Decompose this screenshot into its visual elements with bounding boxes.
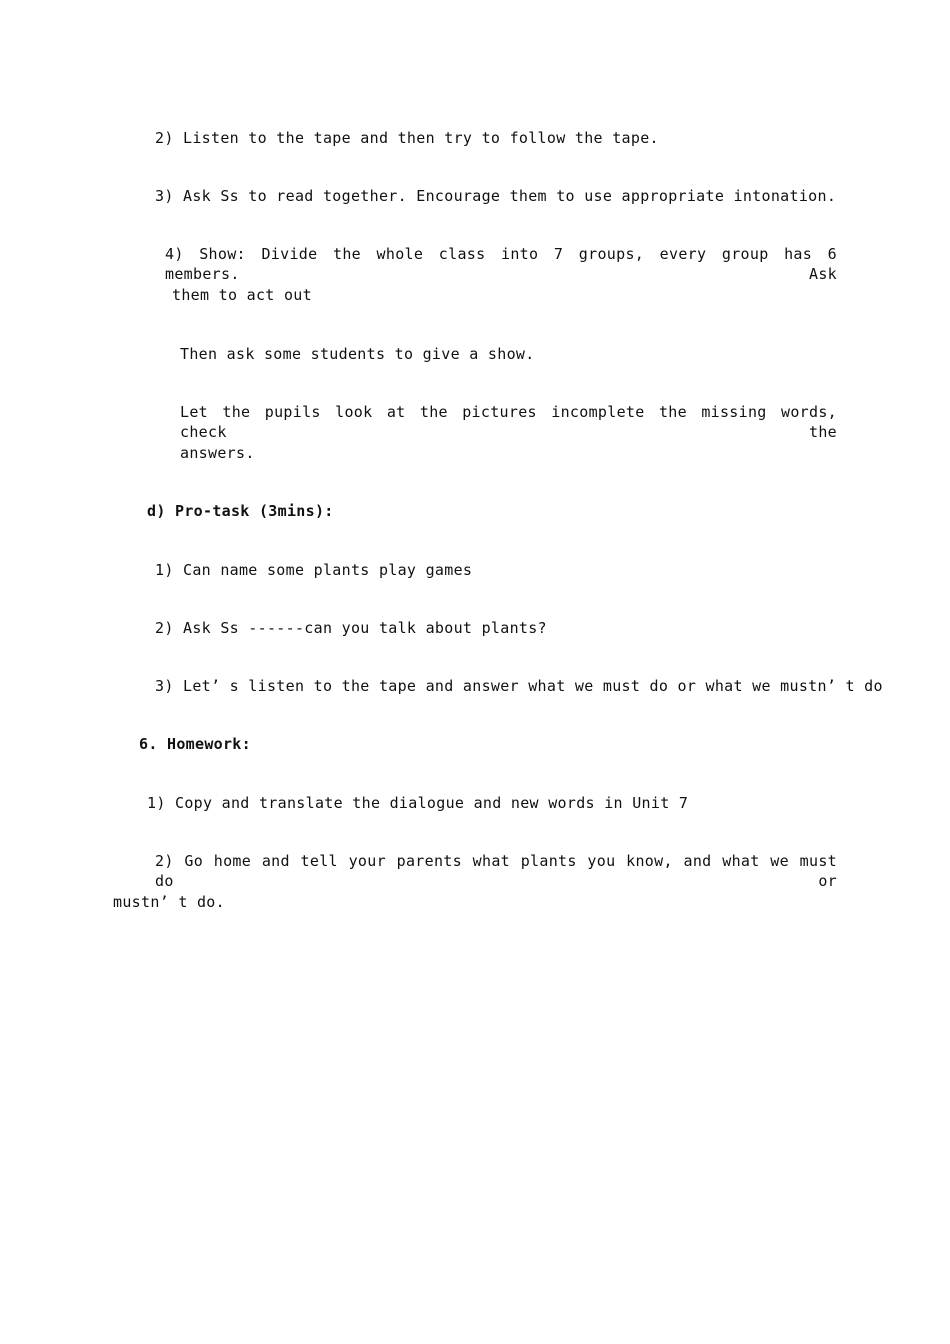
pro-task-item-3: 3) Let’ s listen to the tape and answer what we must do or what we mustn’ t do bbox=[155, 677, 883, 695]
homework-item-2: 2) Go home and tell your parents what plants you know, and what we must do or bbox=[155, 852, 837, 890]
step-missing-words: Let the pupils look at the pictures incomplete the missing words, check the bbox=[180, 403, 837, 441]
pro-task-item-1: 1) Can name some plants play games bbox=[155, 561, 473, 579]
step-listen-tape: 2) Listen to the tape and then try to follow the tape. bbox=[155, 129, 659, 147]
homework-item-1: 1) Copy and translate the dialogue and new words in Unit 7 bbox=[147, 794, 689, 812]
step-give-show: Then ask some students to give a show. bbox=[180, 345, 535, 363]
homework-item-2-continued: mustn’ t do. bbox=[113, 893, 225, 911]
section-heading-homework: 6. Homework: bbox=[139, 735, 251, 753]
step-read-together: 3) Ask Ss to read together. Encourage them to use appropriate intonation. bbox=[155, 187, 837, 205]
step-show-groups: 4) Show: Divide the whole class into 7 groups, every group has 6 members. Ask bbox=[165, 245, 837, 283]
pro-task-item-2: 2) Ask Ss ------can you talk about plants? bbox=[155, 619, 547, 637]
section-heading-pro-task: d) Pro-task (3mins): bbox=[147, 502, 334, 520]
step-missing-words-continued: answers. bbox=[180, 444, 255, 462]
step-show-groups-continued: them to act out bbox=[172, 286, 312, 304]
